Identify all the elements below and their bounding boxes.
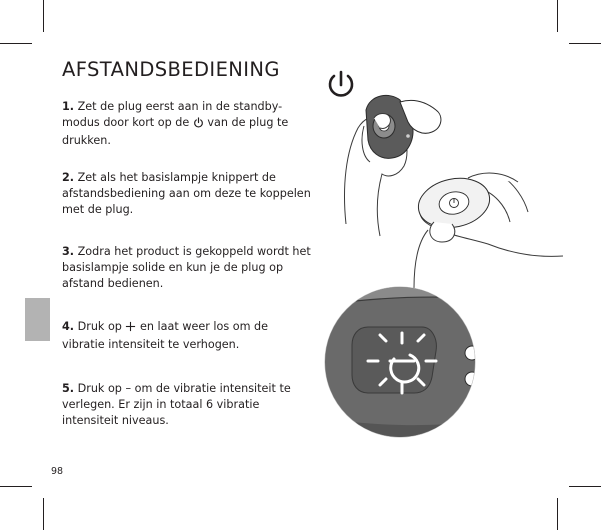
hands-with-plug-and-remote-illustration [318,66,563,288]
crop-mark [0,486,32,487]
plug-device [366,95,441,158]
step-text: en laat weer los om de vibratie intensiteit te verhogen. [62,320,269,351]
step-5 [62,381,312,429]
page-title: AFSTANDSBEDIENING [62,58,280,81]
step-number: 4. [62,320,75,333]
crop-mark [43,498,44,530]
crop-mark [569,43,601,44]
chapter-tab [25,298,50,341]
page-number: 98 [51,466,64,477]
crop-mark [557,498,558,530]
step-number: 3. [62,245,75,258]
power-icon [193,117,204,133]
remote-closeup-illustration [310,285,490,440]
crop-mark [569,486,601,487]
step-number: 2. [62,171,75,184]
step-3 [62,244,312,292]
step-text: van de plug te drukken. [62,116,289,147]
step-text: Zet de plug eerst aan in de standby-modus door kort op de [62,100,283,129]
step-text: Zodra het product is gekoppeld wordt het basislampje solide en kun je de plug op afstand bedienen. [62,245,311,290]
step-number: 1. [62,100,75,113]
step-number: 5. [62,382,75,395]
step-text: Druk op [77,320,122,333]
step-1 [62,99,312,149]
step-text: Druk op – om de vibratie intensiteit te verlegen. Er zijn in totaal 6 vibratie intensiteit niveaus. [62,382,291,427]
crop-mark [557,0,558,32]
step-text: Zet als het basislampje knippert de afstandsbediening aan om deze te koppelen met de plug. [62,171,311,216]
power-icon [330,72,352,95]
crop-mark [0,43,32,44]
plus-icon [125,321,136,337]
step-2 [62,170,312,218]
crop-mark [43,0,44,32]
step-4 [62,319,312,353]
